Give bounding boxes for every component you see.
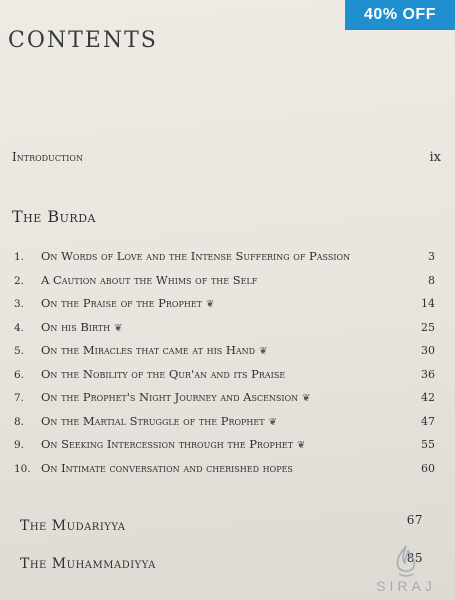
toc-item-title-text: On Seeking Intercession through the Prophet: [41, 437, 294, 451]
toc-item-page: 42: [421, 391, 435, 404]
toc-item-number: 6.: [14, 368, 25, 381]
toc-item-page: 55: [421, 438, 435, 451]
toc-part-page: 67: [406, 513, 423, 527]
toc-item: [14, 343, 435, 367]
toc-item-page: 8: [428, 273, 435, 287]
toc-item-title: [41, 461, 409, 475]
toc-item-title: [41, 343, 409, 357]
calligraphy-salutation-icon: ❦: [259, 346, 268, 357]
toc-item-title-text: On the Martial Struggle of the Prophet: [41, 413, 265, 428]
toc-item-number: 5.: [14, 345, 25, 357]
toc-item-title: [41, 273, 409, 287]
toc-item-title: [41, 367, 409, 381]
calligraphy-salutation-icon: ❦: [268, 416, 277, 428]
toc-item-number: 8.: [14, 415, 25, 428]
toc-item-title-text: On his Birth: [41, 319, 111, 334]
discount-badge: 40% OFF: [345, 0, 455, 30]
toc-introduction-label: Introduction: [12, 150, 83, 164]
toc-item-title-text: A Caution about the Whims of the Self: [41, 272, 258, 287]
toc-item-page: 14: [421, 297, 435, 310]
calligraphy-salutation-icon: ❦: [114, 322, 123, 334]
toc-item: [14, 390, 435, 414]
calligraphy-salutation-icon: ❦: [297, 440, 306, 451]
toc-item-number: 9.: [14, 439, 25, 451]
toc-item-number: 2.: [14, 274, 25, 287]
toc-item-title: [41, 296, 409, 310]
toc-item-title-text: On the Prophet's Night Journey and Ascension: [41, 390, 299, 404]
toc-item: [14, 320, 435, 344]
calligraphy-salutation-icon: ❦: [206, 299, 215, 310]
toc-item: [14, 367, 435, 391]
toc-item-title-text: On the Praise of the Prophet: [41, 296, 202, 310]
toc-introduction-page: ix: [429, 150, 441, 165]
toc-item: [14, 414, 435, 438]
toc-item-title: [41, 414, 409, 428]
section-title: The Burda: [12, 207, 96, 226]
toc-part-title: The Muhammadiyya: [20, 556, 156, 572]
toc-item-number: 7.: [14, 392, 25, 404]
toc-item-title: [41, 320, 409, 334]
toc-item-number: 3.: [14, 298, 25, 310]
toc-item: [14, 437, 435, 461]
toc-item-title-text: On the Miracles that came at his Hand: [41, 343, 256, 357]
toc-item-title: [41, 249, 409, 263]
toc-item: [14, 296, 435, 320]
toc-list: [14, 249, 435, 484]
toc-item-title-text: On Intimate conversation and cherished hopes: [41, 460, 293, 475]
toc-item-number: 1.: [14, 251, 25, 263]
toc-item-number: 4.: [14, 321, 25, 334]
calligraphy-salutation-icon: ❦: [302, 393, 311, 404]
toc-part-title: The Mudariyya: [20, 518, 126, 534]
page-title: CONTENTS: [8, 28, 158, 53]
toc-part-page: 85: [406, 551, 423, 565]
toc-item-title: [41, 437, 409, 451]
toc-item-title-text: On the Nobility of the Qur'an and its Praise: [41, 366, 286, 381]
toc-item: [14, 273, 435, 297]
flame-logo-icon: [391, 544, 421, 578]
toc-item: [14, 249, 435, 273]
toc-item: [14, 461, 435, 485]
toc-item-number: 10.: [14, 462, 31, 475]
watermark-text: SIRAJ: [376, 578, 436, 594]
toc-item-title-text: On Words of Love and the Intense Suffering of Passion: [41, 249, 351, 263]
toc-introduction: [12, 150, 443, 165]
toc-item-page: 60: [421, 461, 435, 475]
toc-part-mudariyya: [20, 513, 435, 534]
toc-item-page: 47: [421, 414, 435, 428]
toc-item-title: [41, 390, 409, 404]
toc-item-page: 36: [421, 367, 435, 381]
toc-item-page: 30: [421, 344, 435, 357]
toc-item-page: 3: [428, 250, 435, 263]
watermark: [371, 544, 441, 594]
toc-item-page: 25: [421, 320, 435, 334]
